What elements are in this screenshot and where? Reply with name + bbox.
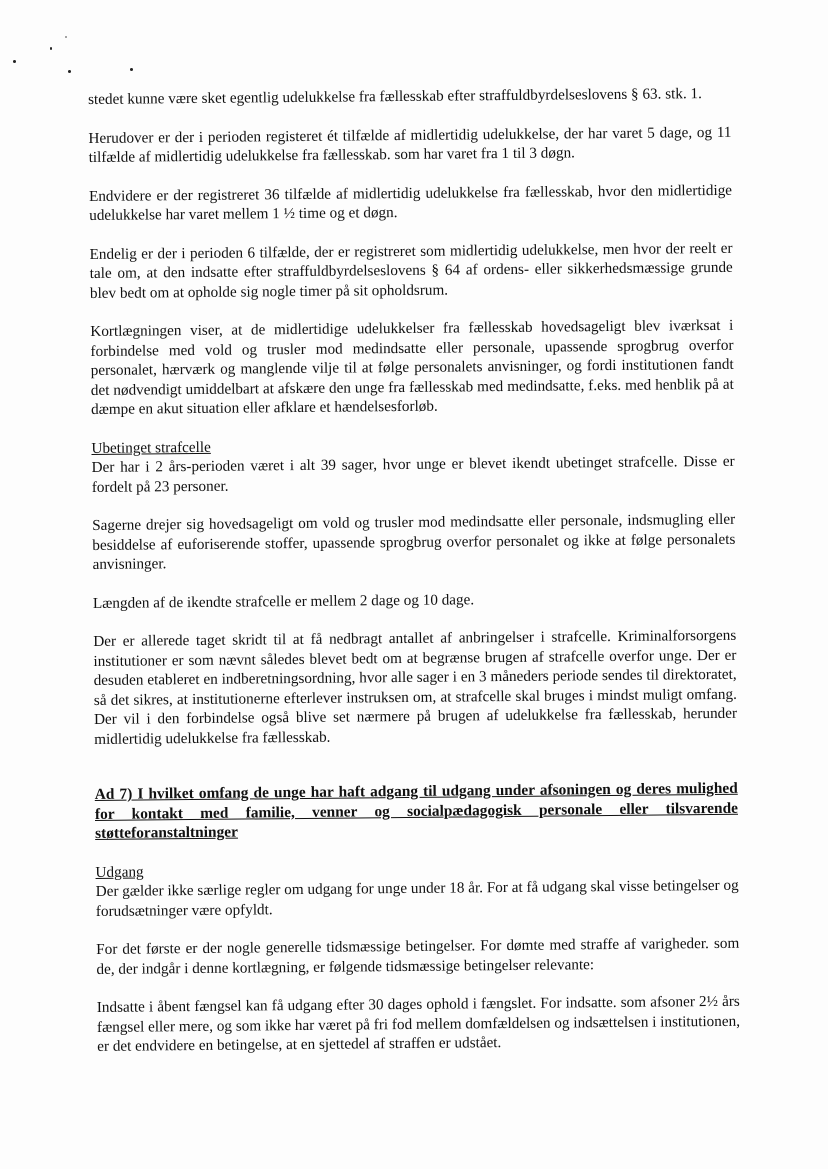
scan-speck [68, 70, 71, 73]
paragraph: Endvidere er der registreret 36 tilfælde af midlertidig udelukkelse fra fællesskab, hvor den midlertidige udelukkelse har varet mellem 1 ½ time og et døgn. [88, 181, 733, 224]
paragraph: Indsatte i åbent fængsel kan få udgang efter 30 dages ophold i fængslet. For indsatte. som afsoner 2½ års fængsel eller mere, og som ikke har været på fri fod mellem domfældelsen og indsættelsen i institutionen, er det endvidere en betingelse, at en sjettedel af straffen er udstået. [96, 992, 741, 1055]
paragraph: stedet kunne være sket egentlig udelukkelse fra fællesskab efter straffuldbyrdelseslovens § 63. stk. 1. [88, 85, 702, 108]
subheading-ubetinget-strafcelle: Ubetinget strafcelle [91, 438, 211, 457]
ubetinget-section [91, 432, 737, 749]
paragraph: For det første er der nogle generelle tidsmæssige betingelser. For dømte med straffe af varigheder. som de, der indgår i denne kortlægning, er følgende tidsmæssige betingelser relevante: [96, 934, 740, 978]
subheading-udgang: Udgang [95, 863, 144, 881]
section-title-ad-7: Ad 7) I hvilket omfang de unge har haft adgang til udgang under afsoningen og deres mulighed for kontakt med familie, venner og socialpædagogisk personale eller tilsvarende støtteforanstaltninger [94, 779, 739, 842]
scan-speck [130, 68, 133, 71]
scan-speck [65, 36, 67, 38]
paragraph: Sagerne drejer sig hovedsageligt om vold og trusler mod medindsatte eller personale, indsmugling eller besiddelse af euforiserende stoffer, upassende sprogbrug overfor personalet og ikke at følge personalets anvisninger. [92, 510, 736, 573]
paragraph: Der har i 2 års-perioden været i alt 39 sager, hvor unge er blevet ikendt ubetinget strafcelle. Disse er fordelt på 23 personer. [91, 452, 735, 496]
paragraph: Længden af de ikendte strafcelle er mellem 2 dage og 10 dage. [92, 590, 475, 612]
paragraph: Herudover er der i perioden registeret ét tilfælde af midlertidig udelukkelse, der har varet 5 dage, og 11 tilfælde af midlertidig udelukkelse fra fællesskab. som har varet fra 1 til 3 døgn. [88, 123, 732, 166]
document-body [88, 84, 740, 1057]
paragraph: Der er allerede taget skridt til at få nedbragt antallet af anbringelser i strafcelle. Kriminalforsorgens institutioner er som nævnt således blevet bedt om at begrænse brugen af strafcelle overfor unge. Der er desuden etableret en indberetningsordning, hvor alle sager i en 3 måneders periode sendes til direktoratet, så det sikres, at institutionerne efterlever instruksen om, at strafcelle skal bruges i mindst muligt omfang. Der vil i den forbindelse også blive set nærmere på brugen af udelukkelse fra fællesskab, herunder midlertidig udelukkelse fra fællesskab. [93, 626, 738, 748]
paragraph: Endelig er der i perioden 6 tilfælde, der er registreret som midlertidig udelukkelse, men hvor der reelt er tale om, at den indsatte efter straffuldbyrdelseslovens § 64 af ordens- eller sikkerhedsmæssige grunde blev bedt om at opholde sig nogle timer på sit opholdsrum. [89, 239, 733, 302]
scan-speck [13, 60, 16, 63]
paragraph: Der gælder ikke særlige regler om udgang for unge under 18 år. For at få udgang skal visse betingelser og forudsætninger være opfyldt. [95, 876, 739, 920]
udgang-section [95, 856, 740, 1056]
scan-speck [50, 47, 52, 50]
paragraph: Kortlægningen viser, at de midlertidige udelukkelser fra fællesskab hovedsageligt blev iværksat i forbindelse med vold og trusler mod medindsatte eller personale, upassende sprogbrug overfor personalet, hærværk og manglende vilje til at følge personalets anvisninger, og fordi institutionen fandt det nødvendigt umiddelbart at afskære den unge fra fællesskab med medindsatte, f.eks. med henblik på at dæmpe en akut situation eller afklare et hændelsesforløb. [90, 316, 734, 418]
